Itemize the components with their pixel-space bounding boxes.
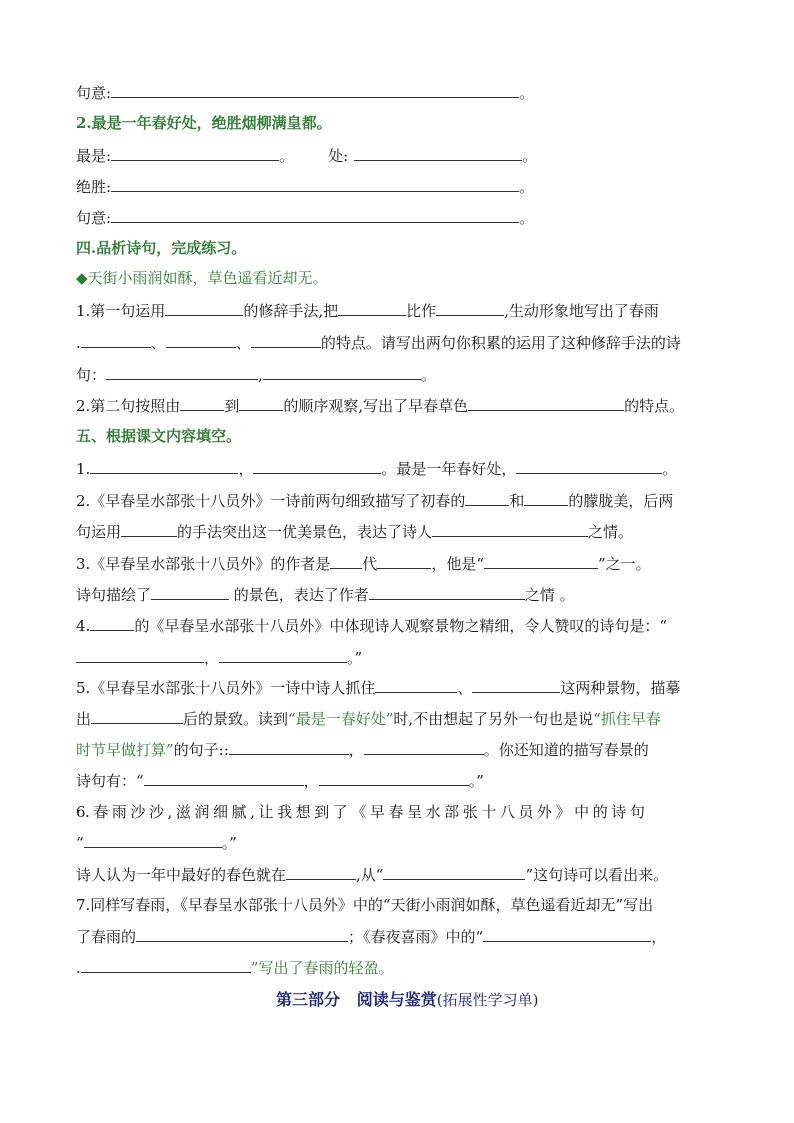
text: ”之一。	[598, 555, 651, 573]
poem2-heading: 2.最是一年春好处，绝胜烟柳满皇都。	[76, 114, 332, 132]
text: 诗句有：“	[76, 772, 144, 790]
text: 1.	[76, 460, 91, 478]
part5-q2-line1	[76, 490, 673, 511]
blank[interactable]	[319, 770, 469, 786]
blank[interactable]	[524, 490, 568, 506]
text: .	[76, 959, 81, 977]
zuishi-blank[interactable]	[111, 145, 279, 161]
blank[interactable]	[165, 300, 243, 316]
blank[interactable]	[483, 926, 651, 942]
part5-q5-line3	[76, 739, 649, 760]
part5-q6-line1: 6. 春 雨 沙 沙 , 滋 润 细 腻 , 让 我 想 到 了 《 早 春 呈 水 部 张 十 八 员 外 》 中 的 诗 句	[76, 803, 645, 821]
part4-q1-line1	[76, 300, 659, 321]
text: 1.第一句运用	[76, 302, 166, 320]
text: 的句子::	[173, 741, 229, 759]
blank[interactable]	[81, 332, 151, 348]
blank[interactable]	[369, 584, 525, 600]
part4-q2	[76, 395, 684, 416]
part5-q6-line3	[76, 864, 668, 885]
text: 。最是一年春好处，	[381, 460, 517, 478]
juyi-label: 句意:	[76, 84, 112, 102]
juesheng-blank[interactable]	[111, 176, 519, 192]
text: 。	[420, 366, 436, 384]
blank[interactable]	[253, 458, 381, 474]
blank[interactable]	[383, 864, 525, 880]
quote-text: “最是一春好处”	[288, 710, 394, 728]
text: 、	[150, 334, 166, 352]
part5-q7-line2	[76, 926, 666, 947]
blank[interactable]	[239, 395, 283, 411]
juyi-line-2	[76, 207, 534, 228]
text: 代	[362, 555, 378, 573]
juesheng-line	[76, 176, 534, 197]
blank[interactable]	[516, 458, 662, 474]
blank[interactable]	[465, 490, 509, 506]
blank[interactable]	[151, 584, 229, 600]
part5-q4-line2	[76, 647, 362, 668]
blank[interactable]	[484, 553, 598, 569]
blank[interactable]	[472, 677, 560, 693]
blank[interactable]	[136, 926, 348, 942]
part4-q1-line2	[76, 332, 681, 353]
part5-q7-line3	[76, 957, 393, 978]
text: 。”	[468, 772, 484, 790]
text: 的修辞手法,把	[243, 302, 339, 320]
part5-q1	[76, 458, 677, 479]
text: “	[76, 834, 84, 852]
text: 到	[224, 397, 240, 415]
text: 5.《早春呈水部张十八员外》一诗中诗人抓住	[76, 679, 376, 697]
juyi-line-1	[76, 82, 534, 103]
text: 的《早春呈水部张十八员外》中体现诗人观察景物之精细，令人赞叹的诗句是：“	[134, 617, 667, 635]
blank[interactable]	[251, 332, 321, 348]
blank[interactable]	[81, 957, 251, 973]
text: 、	[457, 679, 473, 697]
period: 。	[519, 209, 535, 227]
blank[interactable]	[436, 300, 504, 316]
blank[interactable]	[377, 553, 431, 569]
part5-q2-line2	[76, 521, 633, 542]
text: 时,不由想起了另外一句也是说	[393, 710, 594, 728]
blank[interactable]	[286, 864, 356, 880]
juyi-label: 句意:	[76, 209, 112, 227]
text: 。”	[221, 834, 237, 852]
period: 。	[519, 84, 535, 102]
text: 3.《早春呈水部张十八员外》的作者是	[76, 555, 331, 573]
text: 后的景致。读到	[183, 710, 289, 728]
zuishi-line	[76, 145, 537, 166]
text: 2.《早春呈水部张十八员外》一诗前两句细致描写了初春的	[76, 492, 466, 510]
part5-q6-line2	[76, 832, 237, 853]
text: ，他是“	[431, 555, 485, 573]
juesheng-label: 绝胜:	[76, 178, 112, 196]
chu-label: 处:	[328, 147, 349, 165]
blank[interactable]	[90, 615, 134, 631]
text: ，	[204, 649, 220, 667]
quote-text: 时节早做打算”	[76, 741, 174, 759]
blank[interactable]	[90, 458, 238, 474]
part4-heading: 四.品析诗句，完成练习。	[76, 239, 247, 257]
part5-heading: 五、根据课文内容填空。	[76, 427, 242, 445]
text: ，	[348, 741, 364, 759]
text: ,生动形象地写出了春雨	[504, 302, 659, 320]
text: 。”	[347, 649, 363, 667]
blank[interactable]	[144, 770, 304, 786]
part3-title	[276, 990, 538, 1010]
blank[interactable]	[338, 300, 406, 316]
juyi-blank[interactable]	[111, 82, 519, 98]
part4-q1-line3	[76, 364, 436, 385]
text: ,	[258, 366, 263, 384]
text: 的特点。	[624, 397, 685, 415]
text: 和	[509, 492, 525, 510]
part5-q3-line2	[76, 584, 575, 605]
blank[interactable]	[84, 832, 222, 848]
blank[interactable]	[91, 708, 183, 724]
text: ，	[303, 772, 319, 790]
text: 诗人认为一年中最好的春色就在	[76, 866, 287, 884]
text: 4.	[76, 617, 91, 635]
text: 出	[76, 710, 92, 728]
period: 。	[279, 147, 295, 165]
chu-blank[interactable]	[354, 145, 522, 161]
text: 。	[662, 460, 678, 478]
text: 、	[235, 334, 251, 352]
blank[interactable]	[432, 521, 588, 537]
text: ；《春夜喜雨》中的“	[348, 928, 484, 946]
part5-q5-line1	[76, 677, 680, 698]
part5-q7-line1: 7.同样写春雨，《早春呈水部张十八员外》中的“天街小雨润如酥，草色遥看近却无”写出	[76, 896, 654, 914]
blank[interactable]	[219, 647, 347, 663]
blank[interactable]	[468, 395, 624, 411]
text: ”这句诗可以看出来。	[525, 866, 669, 884]
quote-text: ”写出了春雨的轻盈。	[250, 959, 394, 977]
text: 。你还知道的描写春景的	[483, 741, 649, 759]
text: 之情 。	[524, 586, 575, 604]
part3-title-sub: (拓展性学习单)	[436, 991, 539, 1009]
part5-q5-line4	[76, 770, 484, 791]
zuishi-label: 最是:	[76, 147, 112, 165]
blank[interactable]	[263, 364, 421, 380]
text: 了春雨的	[76, 928, 137, 946]
text: 句运用	[76, 523, 122, 541]
text: ,从“	[356, 866, 384, 884]
blank[interactable]	[121, 521, 177, 537]
blank[interactable]	[364, 739, 484, 755]
blank[interactable]	[375, 677, 457, 693]
text: 2.第二句按照由	[76, 397, 181, 415]
text: 之情。	[588, 523, 634, 541]
text: 的特点。请写出两句你积累的运用了这种修辞手法的诗	[320, 334, 681, 352]
text: 的手法突出这一优美景色，表达了诗人	[177, 523, 433, 541]
text: 的朦胧美，后两	[568, 492, 674, 510]
text: 句：	[76, 366, 107, 384]
text: 诗句描绘了	[76, 586, 152, 604]
text: 比作	[406, 302, 437, 320]
blank[interactable]	[330, 553, 362, 569]
part5-q5-line2	[76, 708, 661, 729]
juyi-blank[interactable]	[111, 207, 519, 223]
text: .	[76, 334, 81, 352]
period: 。	[519, 178, 535, 196]
text: 的景色，表达了作者	[229, 586, 369, 604]
text: 的顺序观察,写出了早春草色	[283, 397, 469, 415]
part3-title-main: 第三部分 阅读与鉴赏	[276, 990, 437, 1009]
blank[interactable]	[106, 364, 258, 380]
blank[interactable]	[76, 647, 204, 663]
part4-quote: ◆天街小雨润如酥，草色遥看近却无。	[76, 269, 328, 287]
period: 。	[522, 147, 538, 165]
blank[interactable]	[180, 395, 224, 411]
text: ，	[238, 460, 254, 478]
text: 这两种景物，描摹	[560, 679, 681, 697]
blank[interactable]	[229, 739, 349, 755]
blank[interactable]	[166, 332, 236, 348]
text: ，	[651, 928, 667, 946]
quote-text: “抓住早春	[593, 710, 661, 728]
part5-q4-line1	[76, 615, 667, 636]
part5-q3-line1	[76, 553, 651, 574]
